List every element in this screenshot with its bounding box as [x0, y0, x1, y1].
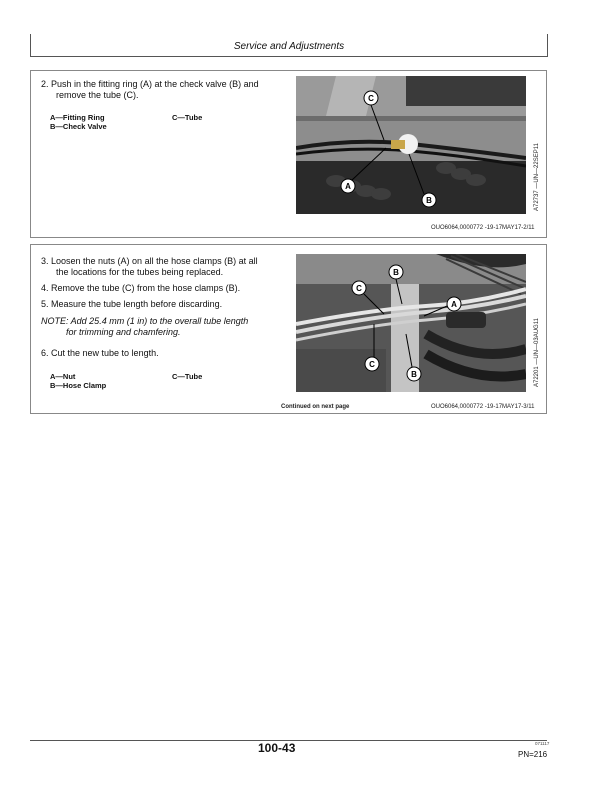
- callout-c-top: C: [356, 284, 362, 293]
- callout-c: C: [368, 94, 374, 103]
- step-2-line-1: 2. Push in the fitting ring (A) at the check valve (B) and: [41, 79, 259, 89]
- hose-clamp-photo: [296, 254, 526, 392]
- note-line-1: NOTE: Add 25.4 mm (1 in) to the overall tube length: [41, 316, 249, 326]
- step-3-line-1: 3. Loosen the nuts (A) on all the hose clamps (B) at all: [41, 256, 258, 266]
- figure-id-2: A72201 —UN—03AUG11: [534, 318, 540, 387]
- header-bottom-rule: [30, 56, 548, 57]
- reference-code-1: OUO6064,0000772 -19-17MAY17-2/11: [431, 225, 535, 231]
- step-2-line-2: remove the tube (C).: [56, 90, 139, 100]
- legend-a: A—Fitting Ring: [50, 113, 105, 122]
- pn-number: PN=216: [518, 750, 548, 759]
- callout-a: A: [345, 182, 351, 191]
- step-4: 4. Remove the tube (C) from the hose clamps (B).: [41, 283, 241, 293]
- step-6: 6. Cut the new tube to length.: [41, 348, 159, 358]
- continued-note: Continued on next page: [281, 404, 350, 410]
- check-valve-photo: [296, 76, 526, 214]
- procedure-block-1: [30, 70, 547, 238]
- page-number: 100-43: [258, 741, 296, 755]
- callout-b-top: B: [393, 268, 399, 277]
- note-line-2: for trimming and chamfering.: [66, 327, 181, 337]
- figure-photo-1: [296, 76, 526, 214]
- step-3-line-2: the locations for the tubes being replaced.: [56, 267, 224, 277]
- footer-code: 071117: [535, 741, 550, 746]
- callout-c-bottom: C: [369, 360, 375, 369]
- figure-photo-2: [296, 254, 526, 392]
- step-5: 5. Measure the tube length before discarding.: [41, 299, 223, 309]
- legend-c: C—Tube: [172, 113, 203, 122]
- legend-c: C—Tube: [172, 372, 203, 381]
- section-title: Service and Adjustments: [233, 41, 345, 52]
- reference-code-2: OUO6064,0000772 -19-17MAY17-3/11: [431, 404, 535, 410]
- callout-b-bottom: B: [411, 370, 417, 379]
- figure-id-1: A72737 —UN—22SEP11: [534, 143, 540, 211]
- callout-a: A: [451, 300, 457, 309]
- procedure-block-2: [30, 244, 547, 414]
- legend-a: A—Nut: [50, 372, 76, 381]
- legend-b: B—Check Valve: [50, 122, 107, 131]
- legend-b: B—Hose Clamp: [50, 381, 107, 390]
- callout-b: B: [426, 196, 432, 205]
